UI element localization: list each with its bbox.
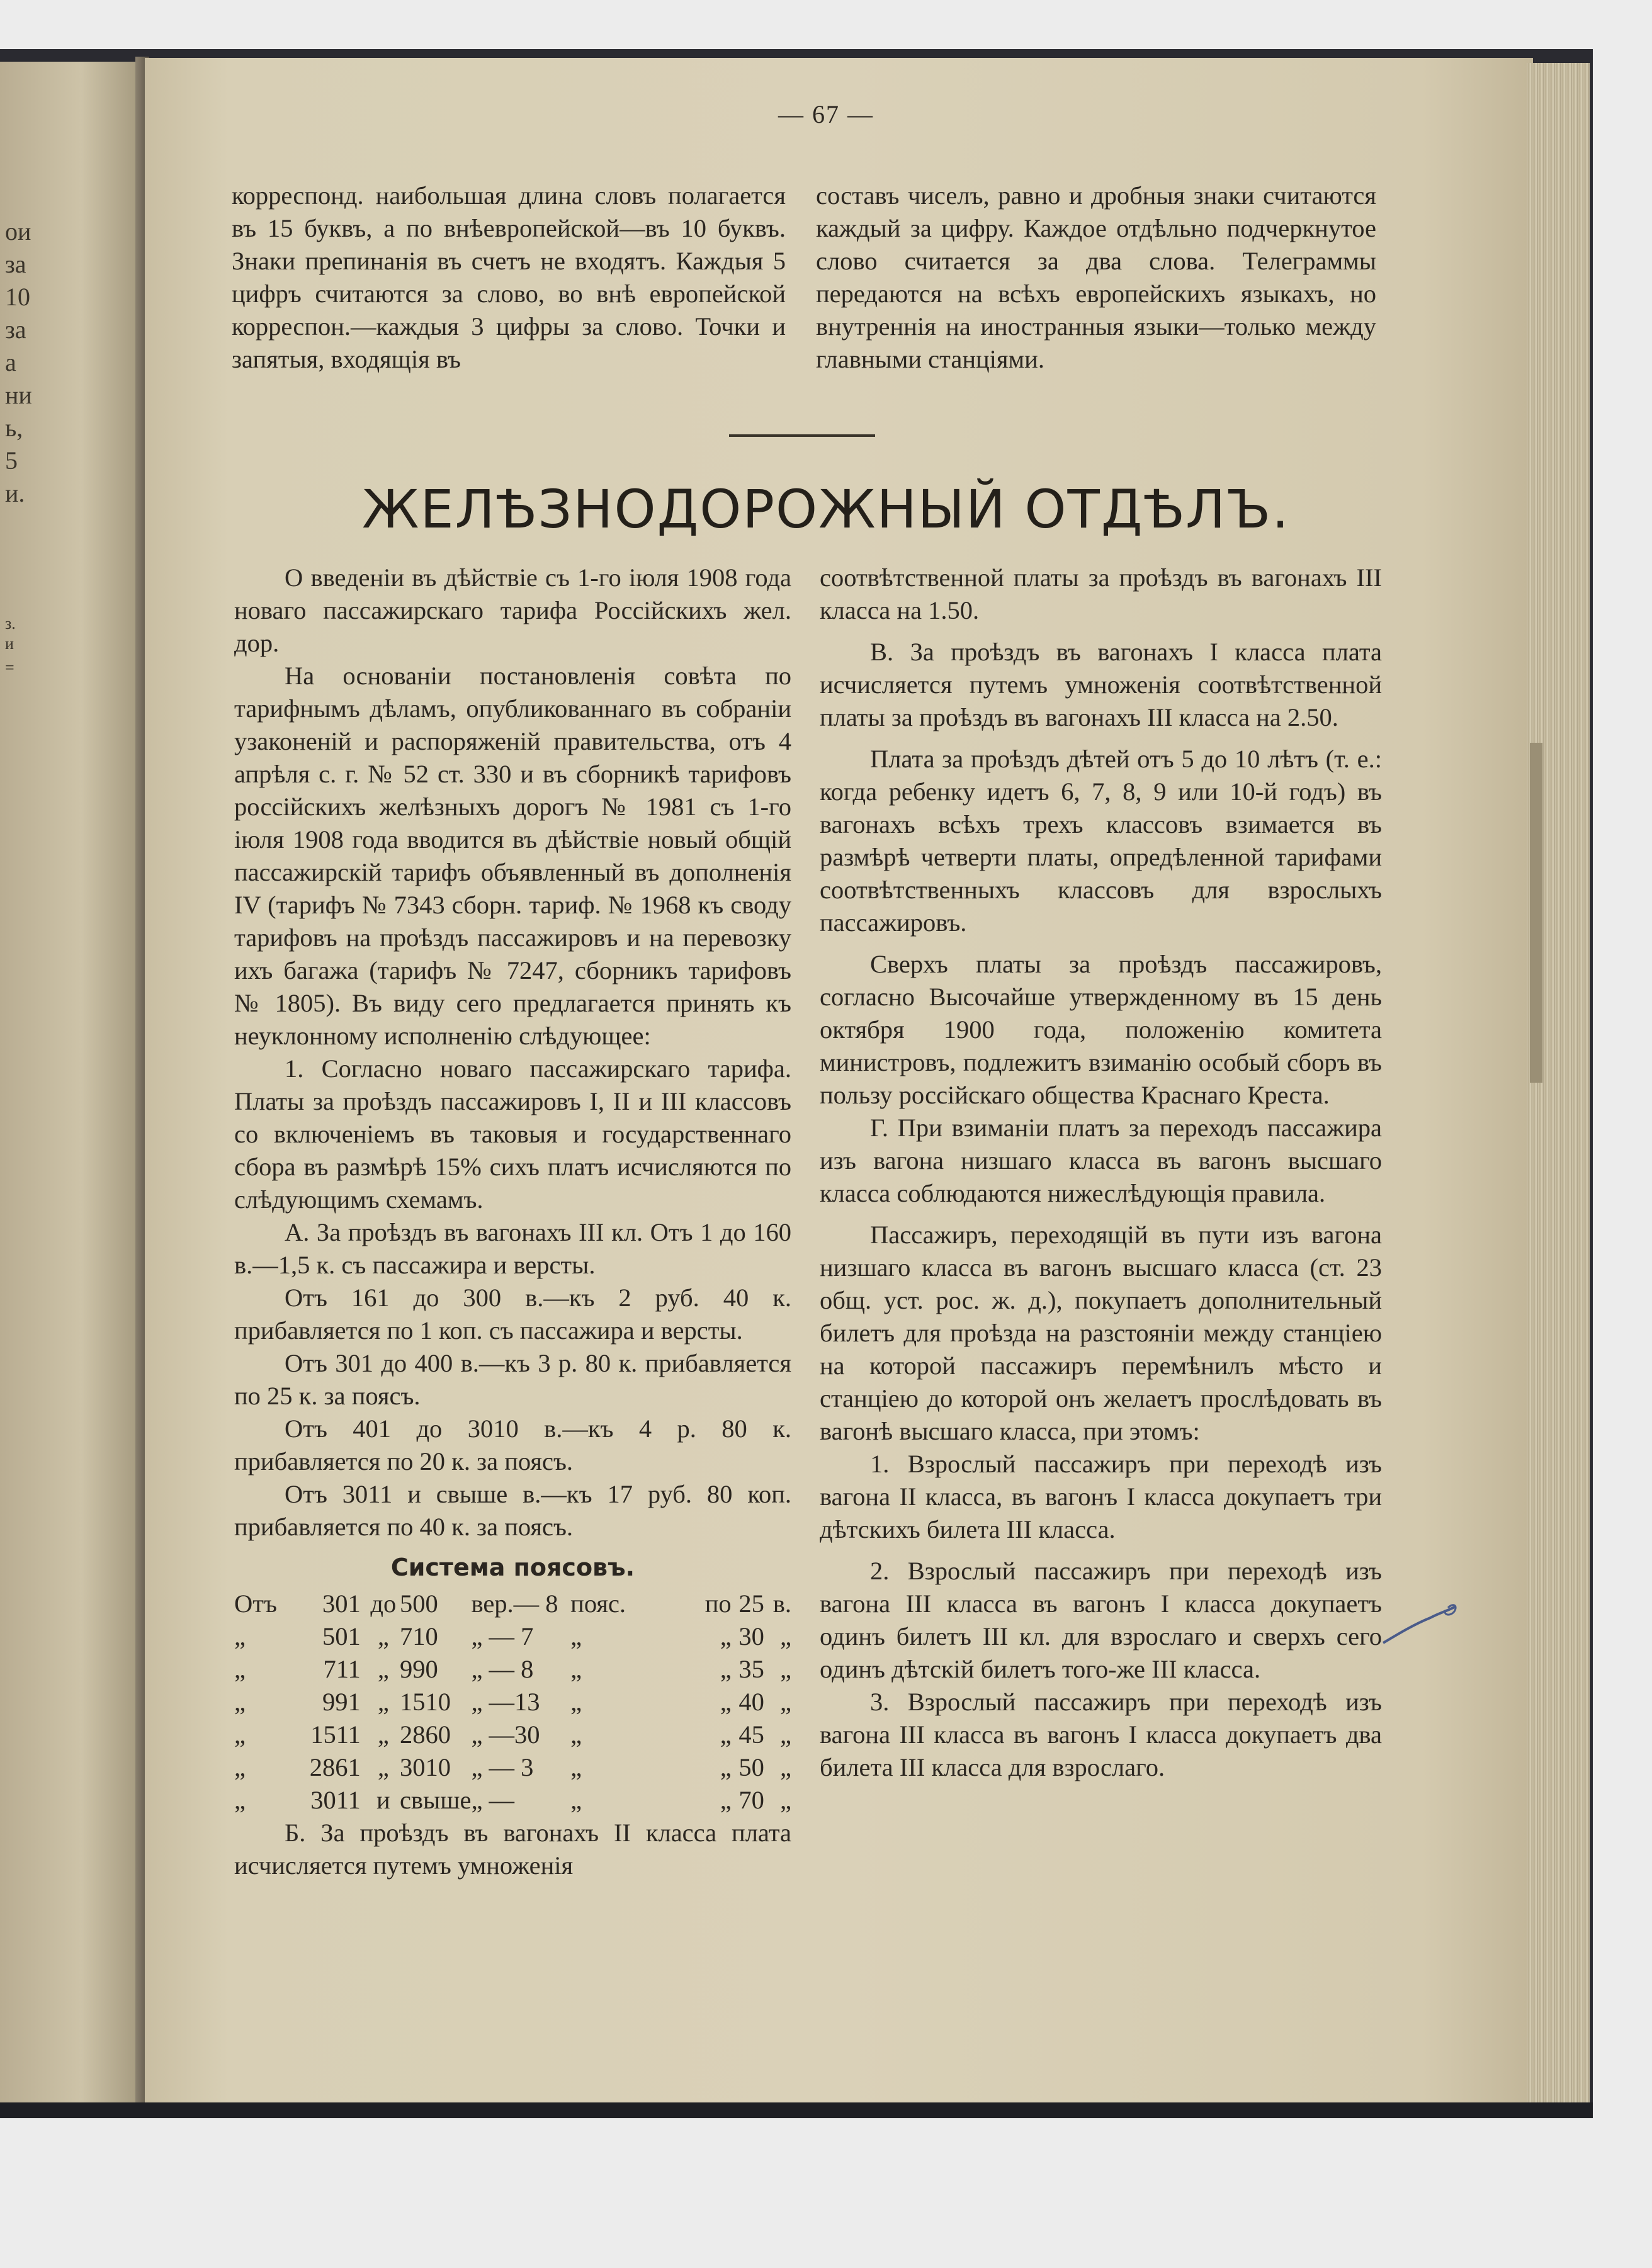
- paragraph: В. За проѣздъ въ вагонахъ I класса плата исчисляется путемъ умноженія соотвѣтственной платы за проѣздъ въ вагонахъ III класса на 2.50.: [820, 638, 1382, 731]
- table-cell: „ —: [471, 1786, 515, 1814]
- table-cell: „: [780, 1622, 791, 1650]
- table-cell: 990: [399, 1655, 438, 1683]
- table-cell: 710: [399, 1622, 438, 1650]
- left-page-fragment: з.: [5, 614, 16, 633]
- paragraph: Сверхъ платы за проѣздъ пассажировъ, согласно Высочайше утвержденному въ 15 день октября 1900 года, положенію комитета министровъ, подлежитъ взиманію особый сборъ въ пользу россійскаго общества Краснаго Креста.: [820, 950, 1382, 1109]
- table-cell: Отъ: [234, 1589, 277, 1618]
- table-cell: „ —30: [471, 1720, 540, 1749]
- table-cell: „: [234, 1655, 246, 1683]
- table-cell: „: [780, 1688, 791, 1716]
- zone-table: [234, 1588, 791, 1817]
- table-cell: „: [377, 1720, 389, 1749]
- table-row: [234, 1718, 791, 1751]
- paragraph: Плата за проѣздъ дѣтей отъ 5 до 10 лѣтъ (т. е.: когда ребенку идетъ 6, 7, 8, 9 или 10-й годъ) въ вагонахъ всѣхъ трехъ классовъ взимается въ размѣрѣ четверти платы, опредѣленной тарифами соотвѣтственныхъ классовъ для взрослыхъ пассажировъ.: [820, 745, 1382, 937]
- left-page-fragment: ни: [5, 381, 32, 409]
- section-title: ЖЕЛѢЗНОДОРОЖНЫЙ ОТДѢЛЪ.: [362, 478, 1290, 540]
- table-row: [234, 1751, 791, 1784]
- table-cell: „: [234, 1622, 246, 1650]
- table-cell: свыше: [399, 1786, 472, 1814]
- table-cell: „: [570, 1720, 582, 1749]
- left-page-fragment: ь,: [5, 414, 23, 442]
- paragraph: Отъ 301 до 400 в.—къ 3 р. 80 к. прибавляется по 25 к. за поясъ.: [234, 1349, 791, 1410]
- table-cell: 3010: [399, 1753, 451, 1781]
- table-cell: 70: [738, 1786, 764, 1814]
- table-cell: 45: [738, 1720, 764, 1749]
- table-cell: „: [570, 1655, 582, 1683]
- table-cell: 301: [322, 1589, 361, 1618]
- table-cell: „: [377, 1655, 389, 1683]
- table-row: [234, 1686, 791, 1718]
- scan-bottom-edge: [0, 2102, 1593, 2118]
- table-cell: „: [234, 1720, 246, 1749]
- paragraph: 1. Согласно новаго пассажирскаго тарифа. Платы за проѣздъ пассажировъ I, II и III классовъ со включеніемъ въ таковыя и государственнаго сбора въ размѣрѣ 15% сихъ платъ исчисляются по слѣдующимъ схемамъ.: [234, 1054, 791, 1214]
- paragraph: соотвѣтственной платы за проѣздъ въ вагонахъ III класса на 1.50.: [820, 563, 1382, 624]
- left-page-fragment: за: [5, 315, 26, 344]
- table-cell: „: [720, 1720, 732, 1749]
- paragraph: Отъ 3011 и свыше в.—къ 17 руб. 80 коп. прибавляется по 40 к. за поясъ.: [234, 1480, 791, 1541]
- table-cell: „: [720, 1688, 732, 1716]
- paragraph: Пассажиръ, переходящій въ пути изъ вагона низшаго класса въ вагонъ высшаго класса (ст. 23 общ. уст. рос. ж. д.), покупаетъ дополнительный билетъ для проѣзда на разстояніи между станціею на которой пассажиръ перемѣнилъ мѣсто и станціею до которой онъ желаетъ прослѣдовать въ вагонѣ высшаго класса, при этомъ:: [820, 1221, 1382, 1445]
- table-cell: 30: [738, 1622, 764, 1650]
- left-page-edge: [0, 62, 135, 2104]
- table-cell: „: [234, 1688, 246, 1716]
- table-row: [234, 1653, 791, 1686]
- table-cell: 1510: [399, 1688, 451, 1716]
- left-column: [234, 561, 791, 1882]
- table-cell: „: [570, 1753, 582, 1781]
- table-row: [234, 1620, 791, 1653]
- paragraph: Отъ 401 до 3010 в.—къ 4 р. 80 к. прибавляется по 20 к. за поясъ.: [234, 1414, 791, 1475]
- table-cell: 501: [322, 1622, 361, 1650]
- page-number: — 67 —: [778, 100, 874, 128]
- table-cell: 2861: [309, 1753, 361, 1781]
- table-cell: 3011: [310, 1786, 361, 1814]
- table-cell: „: [720, 1786, 732, 1814]
- left-page-fragment: =: [5, 658, 14, 677]
- table-cell: „: [720, 1622, 732, 1650]
- section-divider: [729, 434, 875, 437]
- left-page-fragment: ои: [5, 217, 31, 245]
- table-cell: по: [704, 1589, 732, 1618]
- pencil-mark-icon: [1380, 1599, 1462, 1656]
- table-cell: пояс.: [570, 1589, 626, 1618]
- top-left-column: [232, 179, 786, 376]
- table-cell: „: [780, 1720, 791, 1749]
- table-cell: „: [234, 1753, 246, 1781]
- table-cell: „ — 3: [471, 1753, 534, 1781]
- table-cell: „ —13: [471, 1688, 540, 1716]
- paragraph: составъ чиселъ, равно и дробныя знаки считаются каждый за цифру. Каждое отдѣльно подчеркнутое слово считается за два слова. Телеграммы передаются на всѣхъ европейскихъ языкахъ, но внутреннія на иностранныя языки—только между главными станціями.: [816, 181, 1376, 373]
- table-cell: „ — 8: [471, 1655, 534, 1683]
- paragraph: Б. За проѣздъ въ вагонахъ II класса плата исчисляется путемъ умноженія: [234, 1819, 791, 1880]
- paragraph: 1. Взрослый пассажиръ при переходѣ изъ вагона II класса, въ вагонъ I класса докупаетъ три дѣтскихъ билета III класса.: [820, 1450, 1382, 1543]
- table-cell: „: [780, 1753, 791, 1781]
- left-page-fragment: и.: [5, 479, 25, 507]
- table-cell: „: [720, 1655, 732, 1683]
- table-row: [234, 1588, 791, 1620]
- paragraph: На основаніи постановленія совѣта по тарифнымъ дѣламъ, опубликованнаго въ собраніи узаконеній и распоряженій правительства, отъ 4 апрѣля с. г. № 52 ст. 330 и въ сборникѣ тарифовъ россійскихъ желѣзныхъ дорогъ № 1981 съ 1-го іюля 1908 года вводится въ дѣйствіе новый общій пассажирскій тарифъ объявленный въ дополненія IV (тарифъ № 7343 сборн. тариф. № 1968 къ своду тарифовъ на проѣздъ пассажировъ и на перевозку ихъ багажа (тарифъ № 7247, сборникъ тарифовъ № 1805). Въ виду сего предлагается принять къ неуклонному исполненію слѣдующее:: [234, 662, 791, 1050]
- table-row: [234, 1784, 791, 1817]
- table-cell: и: [376, 1786, 390, 1814]
- left-page-fragment: 10: [5, 283, 30, 311]
- table-cell: „: [377, 1688, 389, 1716]
- paragraph: Г. При взиманіи платъ за переходъ пассажира изъ вагона низшаго класса въ вагонъ высшаго класса соблюдаются нижеслѣдующія правила.: [820, 1114, 1382, 1207]
- paragraph: О введеніи въ дѣйствіе съ 1-го іюля 1908 года новаго пассажирскаго тарифа Россійскихъ жел. дор.: [234, 563, 791, 657]
- page-edge-shadow: [1530, 743, 1542, 1083]
- page-edges: [1527, 63, 1590, 2102]
- table-cell: 500: [399, 1589, 438, 1618]
- subheading: Система поясовъ.: [390, 1554, 635, 1581]
- table-cell: „: [780, 1786, 791, 1814]
- left-page-fragment: и: [5, 635, 14, 653]
- table-cell: в.: [772, 1589, 791, 1618]
- table-cell: „: [377, 1753, 389, 1781]
- table-cell: 40: [738, 1688, 764, 1716]
- table-cell: 991: [322, 1688, 361, 1716]
- table-cell: „: [570, 1622, 582, 1650]
- table-cell: 35: [738, 1655, 764, 1683]
- table-cell: „: [234, 1786, 246, 1814]
- top-right-column: [816, 179, 1376, 376]
- table-cell: „: [780, 1655, 791, 1683]
- left-page-fragment: 5: [5, 446, 18, 475]
- table-cell: „: [377, 1622, 389, 1650]
- paragraph: корреспонд. наибольшая длина словъ полагается въ 15 буквъ, а по внѣевропейской—въ 10 буквъ. Знаки препинанія въ счетъ не входятъ. Каждыя 5 цифръ считаются за слово, во внѣ европейской корреспон.—каждыя 3 цифры за слово. Точки и запятыя, входящія въ: [232, 181, 786, 373]
- paragraph: А. За проѣздъ въ вагонахъ III кл. Отъ 1 до 160 в.—1,5 к. съ пассажира и версты.: [234, 1218, 791, 1279]
- paragraph: Отъ 161 до 300 в.—къ 2 руб. 40 к. прибавляется по 1 коп. съ пассажира и версты.: [234, 1284, 791, 1345]
- table-cell: „: [570, 1786, 582, 1814]
- left-page-fragment: а: [5, 348, 16, 376]
- paragraph: 3. Взрослый пассажиръ при переходѣ изъ вагона III класса въ вагонъ I класса докупаетъ два билета III класса для взрослаго.: [820, 1688, 1382, 1781]
- table-cell: 50: [738, 1753, 764, 1781]
- paragraph: 2. Взрослый пассажиръ при переходѣ изъ вагона III класса въ вагонъ I класса докупаетъ одинъ билетъ III кл. для взрослаго и сверхъ сего одинъ дѣтскій билетъ того-же III класса.: [820, 1557, 1382, 1683]
- table-cell: 25: [738, 1589, 764, 1618]
- table-cell: вер.— 8: [471, 1589, 558, 1618]
- table-cell: „ — 7: [471, 1622, 534, 1650]
- table-cell: 2860: [399, 1720, 451, 1749]
- table-cell: до: [370, 1589, 397, 1618]
- left-page-fragment: за: [5, 250, 26, 278]
- table-cell: „: [720, 1753, 732, 1781]
- table-cell: „: [570, 1688, 582, 1716]
- right-column: [820, 561, 1382, 1784]
- table-cell: 711: [323, 1655, 361, 1683]
- table-cell: 1511: [310, 1720, 361, 1749]
